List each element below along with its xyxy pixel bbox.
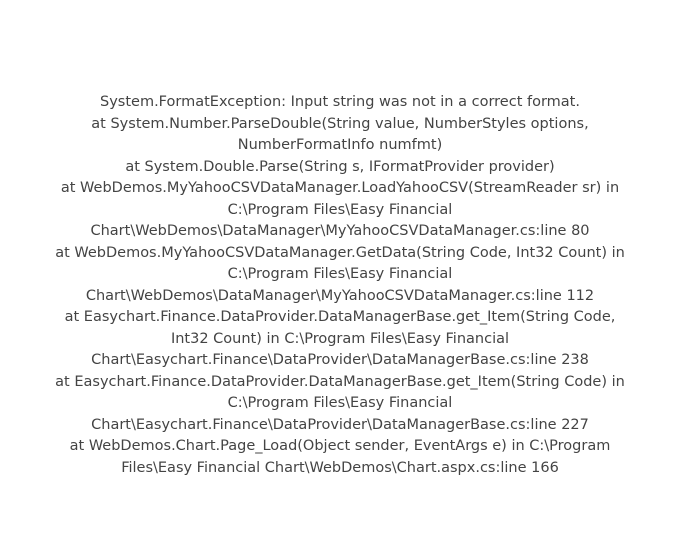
stack-trace-line: at Easychart.Finance.DataProvider.DataManagerBase.get_Item(String Code, — [64, 309, 616, 325]
stack-trace-line: at WebDemos.MyYahooCSVDataManager.GetData(String Code, Int32 Count) in — [55, 244, 625, 261]
exception-stack-trace — [0, 92, 680, 479]
stack-trace-line: Chart\Easychart.Finance\DataProvider\DataManagerBase.cs:line 227 — [91, 416, 589, 433]
stack-trace-line: at WebDemos.Chart.Page_Load(Object sender, EventArgs e) in C:\Program — [69, 438, 611, 454]
stack-trace-line: Chart\Easychart.Finance\DataProvider\DataManagerBase.cs:line 238 — [91, 352, 589, 368]
stack-trace-line: Int32 Count) in C:\Program Files\Easy Financial — [170, 330, 510, 347]
stack-trace-line: at System.Double.Parse(String s, IFormatProvider provider) — [125, 158, 555, 175]
stack-trace-line: System.FormatException: Input string was not in a correct format. — [100, 94, 580, 110]
stack-trace-line: NumberFormatInfo numfmt) — [237, 137, 443, 153]
stack-trace-line: at System.Number.ParseDouble(String value, NumberStyles options, — [91, 115, 589, 132]
stack-trace-line: Chart\WebDemos\DataManager\MyYahooCSVDataManager.cs:line 80 — [90, 223, 590, 239]
stack-trace-line: C:\Program Files\Easy Financial — [227, 201, 453, 218]
stack-trace-line: at Easychart.Finance.DataProvider.DataManagerBase.get_Item(String Code) in — [55, 373, 625, 390]
stack-trace-line: C:\Program Files\Easy Financial — [227, 266, 453, 282]
stack-trace-line: at WebDemos.MyYahooCSVDataManager.LoadYahooCSV(StreamReader sr) in — [60, 180, 620, 196]
stack-trace-line: Files\Easy Financial Chart\WebDemos\Chart.aspx.cs:line 166 — [121, 459, 559, 476]
stack-trace-line: C:\Program Files\Easy Financial — [227, 395, 453, 411]
stack-trace-line: Chart\WebDemos\DataManager\MyYahooCSVDataManager.cs:line 112 — [85, 287, 595, 304]
